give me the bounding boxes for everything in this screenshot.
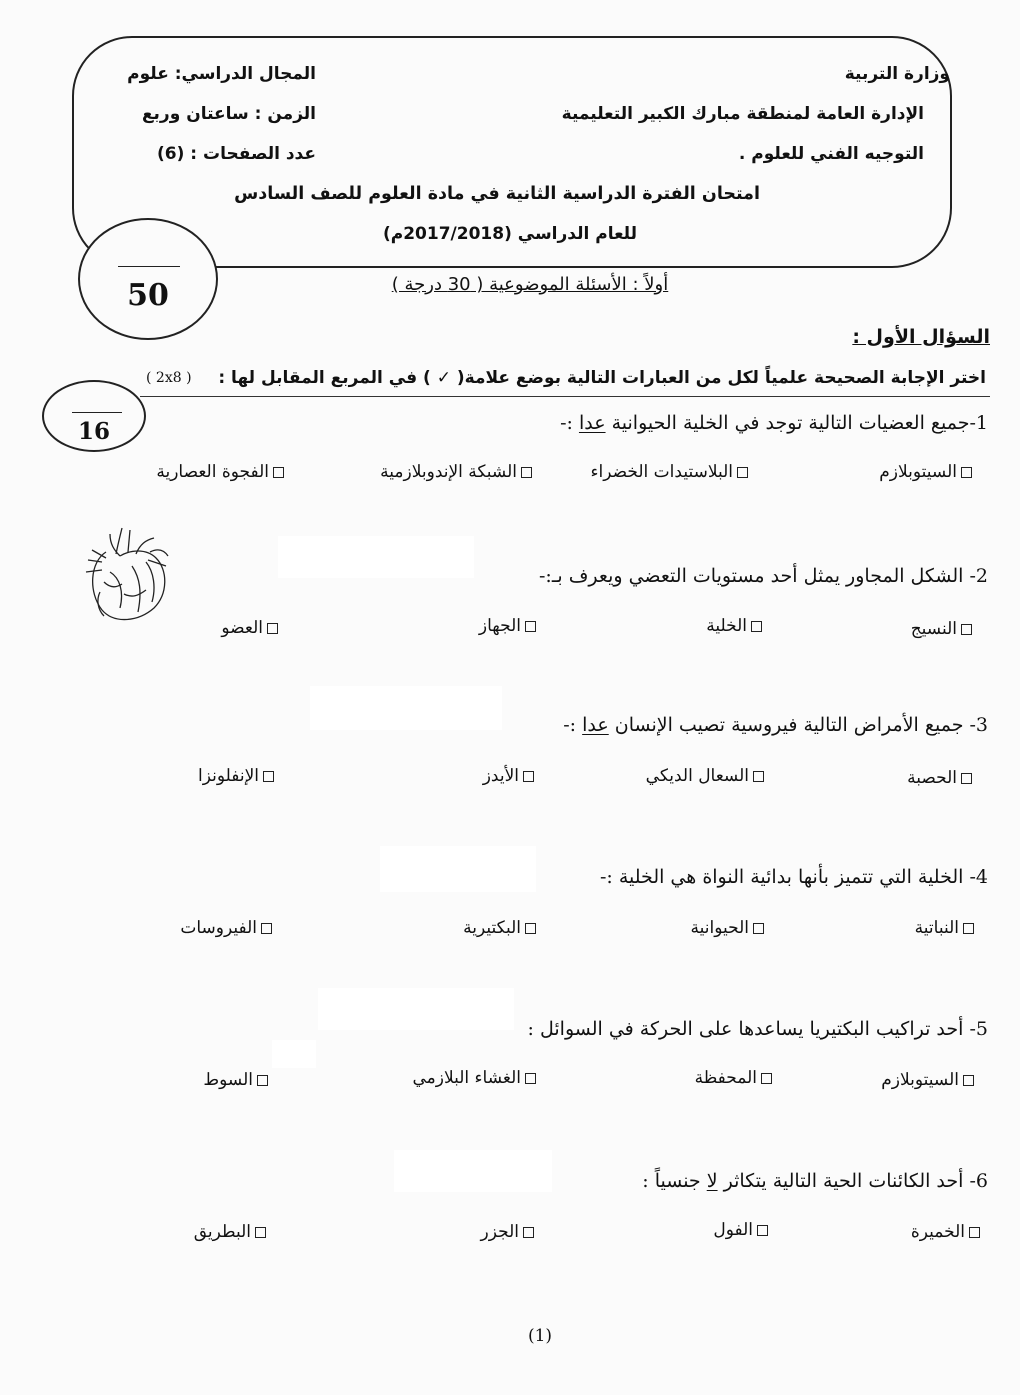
option-3-2[interactable] [646, 766, 766, 786]
checkbox-icon[interactable] [521, 467, 532, 478]
option-label: الغشاء البلازمي [412, 1068, 521, 1088]
answer-blank [394, 1150, 552, 1192]
option-label: النسيج [910, 619, 957, 639]
option-5-2[interactable] [695, 1068, 774, 1088]
checkbox-icon[interactable] [963, 923, 974, 934]
question-6-text [642, 1170, 988, 1192]
checkbox-icon[interactable] [751, 621, 762, 632]
question-text-end: :- [563, 714, 583, 736]
option-5-1[interactable] [881, 1070, 976, 1090]
duration-label: الزمن : ساعتان وربع [141, 104, 316, 124]
question-text: جميع العضيات التالية توجد في الخلية الحيوانية [605, 412, 970, 434]
question-5-text [528, 1018, 988, 1040]
answer-blank [272, 1040, 316, 1068]
option-label: البلاستيدات الخضراء [590, 462, 733, 482]
question-2-text [539, 565, 988, 587]
answer-blank [318, 988, 514, 1030]
question-text: أحد الكائنات الحية التالية يتكاثر [717, 1170, 970, 1192]
option-label: السيتوبلازم [881, 1070, 959, 1090]
question-emphasis: عدا [578, 412, 606, 434]
checkbox-icon[interactable] [761, 1073, 772, 1084]
question-number: 3- [969, 714, 988, 736]
checkbox-icon[interactable] [525, 923, 536, 934]
option-label: الأيدز [482, 766, 519, 786]
checkbox-icon[interactable] [961, 467, 972, 478]
total-score-circle [78, 218, 218, 340]
checkbox-icon[interactable] [273, 467, 284, 478]
option-label: السعال الديكي [645, 766, 749, 786]
subject-label: المجال الدراسي: علوم [127, 64, 316, 84]
option-4-3[interactable] [463, 918, 538, 938]
option-4-4[interactable] [180, 918, 274, 938]
option-label: الحصبة [907, 768, 957, 788]
question-number: 1- [969, 412, 988, 434]
option-2-2[interactable] [706, 616, 764, 636]
question-number: 6- [969, 1170, 988, 1192]
question-4-text [600, 866, 988, 888]
option-label: الجهاز [478, 616, 521, 636]
option-label: المحفظة [694, 1068, 757, 1088]
option-1-3[interactable] [380, 462, 534, 482]
option-2-1[interactable] [911, 619, 974, 639]
option-label: الشبكة الإندوبلازمية [380, 462, 517, 482]
option-label: الجزر [480, 1222, 519, 1242]
question-text: الخلية التي تتميز بأنها بدائية النواة هي الخلية :- [599, 866, 970, 888]
option-label: الفجوة العصارية [156, 462, 269, 482]
checkbox-icon[interactable] [961, 624, 972, 635]
option-6-1[interactable] [911, 1222, 982, 1242]
option-label: النباتية [914, 918, 959, 938]
option-5-3[interactable] [412, 1068, 538, 1088]
option-6-3[interactable] [481, 1222, 536, 1242]
option-label: البطريق [193, 1222, 251, 1242]
option-label: الإنفلونزا [198, 766, 259, 786]
answer-blank [310, 686, 502, 730]
question1-score-circle [42, 380, 146, 452]
option-4-2[interactable] [691, 918, 767, 938]
checkbox-icon[interactable] [255, 1227, 266, 1238]
checkbox-icon[interactable] [969, 1227, 980, 1238]
question1-marks: ( 2x8 ) [146, 370, 192, 386]
option-5-4[interactable] [203, 1070, 270, 1090]
answer-blank [278, 536, 474, 578]
question-number: 4- [969, 866, 988, 888]
question-text: جميع الأمراض التالية فيروسية تصيب الإنسان [608, 714, 970, 736]
option-label: السيتوبلازم [879, 462, 957, 482]
question-number: 5- [969, 1018, 988, 1040]
question-text-end: جنسياً : [642, 1170, 707, 1192]
question-number: 2- [969, 565, 988, 587]
option-label: الخميرة [910, 1222, 965, 1242]
option-label: الحيوانية [690, 918, 749, 938]
option-3-1[interactable] [907, 768, 974, 788]
option-label: الفول [713, 1220, 753, 1240]
checkbox-icon[interactable] [523, 1227, 534, 1238]
instruction-row [140, 364, 990, 397]
question-text-end: :- [560, 412, 579, 434]
question-text: أحد تراكيب البكتيريا يساعدها على الحركة في السوائل : [527, 1018, 970, 1040]
score-line [118, 266, 180, 267]
checkbox-icon[interactable] [753, 771, 764, 782]
question1-title: السؤال الأول : [852, 326, 990, 348]
heart-diagram-icon [80, 522, 172, 626]
question-emphasis: لا [706, 1170, 718, 1192]
option-label: الفيروسات [180, 918, 257, 938]
option-label: الخلية [706, 616, 747, 636]
academic-year: للعام الدراسي (2017/2018م) [382, 224, 637, 244]
question-1-text [560, 412, 988, 434]
option-3-4[interactable] [198, 766, 276, 786]
checkbox-icon[interactable] [263, 771, 274, 782]
option-6-2[interactable] [713, 1220, 770, 1240]
pages-label: عدد الصفحات : (6) [156, 144, 316, 164]
page-number: (1) [527, 1326, 553, 1346]
exam-title: امتحان الفترة الدراسية الثانية في مادة العلوم للصف السادس [234, 184, 760, 204]
question-text: الشكل المجاور يمثل أحد مستويات التعضي ويعرف بـ:- [539, 565, 970, 587]
question-3-text [563, 714, 988, 736]
checkbox-icon[interactable] [257, 1075, 268, 1086]
ministry-name: وزارة التربية [844, 64, 950, 84]
option-1-2[interactable] [591, 462, 750, 482]
checkbox-icon[interactable] [757, 1225, 768, 1236]
score-line [72, 412, 122, 413]
question1-instruction: اختر الإجابة الصحيحة علمياً لكل من العبارات التالية بوضع علامة( ✓ ) في المربع المقابل لها : [218, 368, 986, 388]
checkbox-icon[interactable] [963, 1075, 974, 1086]
checkbox-icon[interactable] [525, 621, 536, 632]
checkbox-icon[interactable] [267, 623, 278, 634]
checkbox-icon[interactable] [523, 771, 534, 782]
option-3-3[interactable] [483, 766, 536, 786]
total-score: 50 [127, 278, 169, 313]
section-title: أولاً : الأسئلة الموضوعية ( 30 درجة ) [391, 274, 669, 295]
supervision-name: التوجيه الفني للعلوم . [738, 144, 924, 164]
option-4-1[interactable] [915, 918, 976, 938]
checkbox-icon[interactable] [737, 467, 748, 478]
option-1-1[interactable] [879, 462, 974, 482]
option-2-3[interactable] [479, 616, 538, 636]
checkbox-icon[interactable] [753, 923, 764, 934]
option-2-4[interactable] [221, 618, 280, 638]
option-label: العضو [221, 618, 263, 638]
option-1-4[interactable] [156, 462, 286, 482]
option-label: البكتيرية [463, 918, 521, 938]
option-6-4[interactable] [194, 1222, 268, 1242]
checkbox-icon[interactable] [525, 1073, 536, 1084]
checkbox-icon[interactable] [961, 773, 972, 784]
answer-blank [380, 846, 536, 892]
question1-score: 16 [77, 418, 110, 445]
directorate-name: الإدارة العامة لمنطقة مبارك الكبير التعليمية [561, 104, 924, 124]
question-emphasis: عدا [582, 714, 609, 736]
option-label: السوط [203, 1070, 253, 1090]
checkbox-icon[interactable] [261, 923, 272, 934]
